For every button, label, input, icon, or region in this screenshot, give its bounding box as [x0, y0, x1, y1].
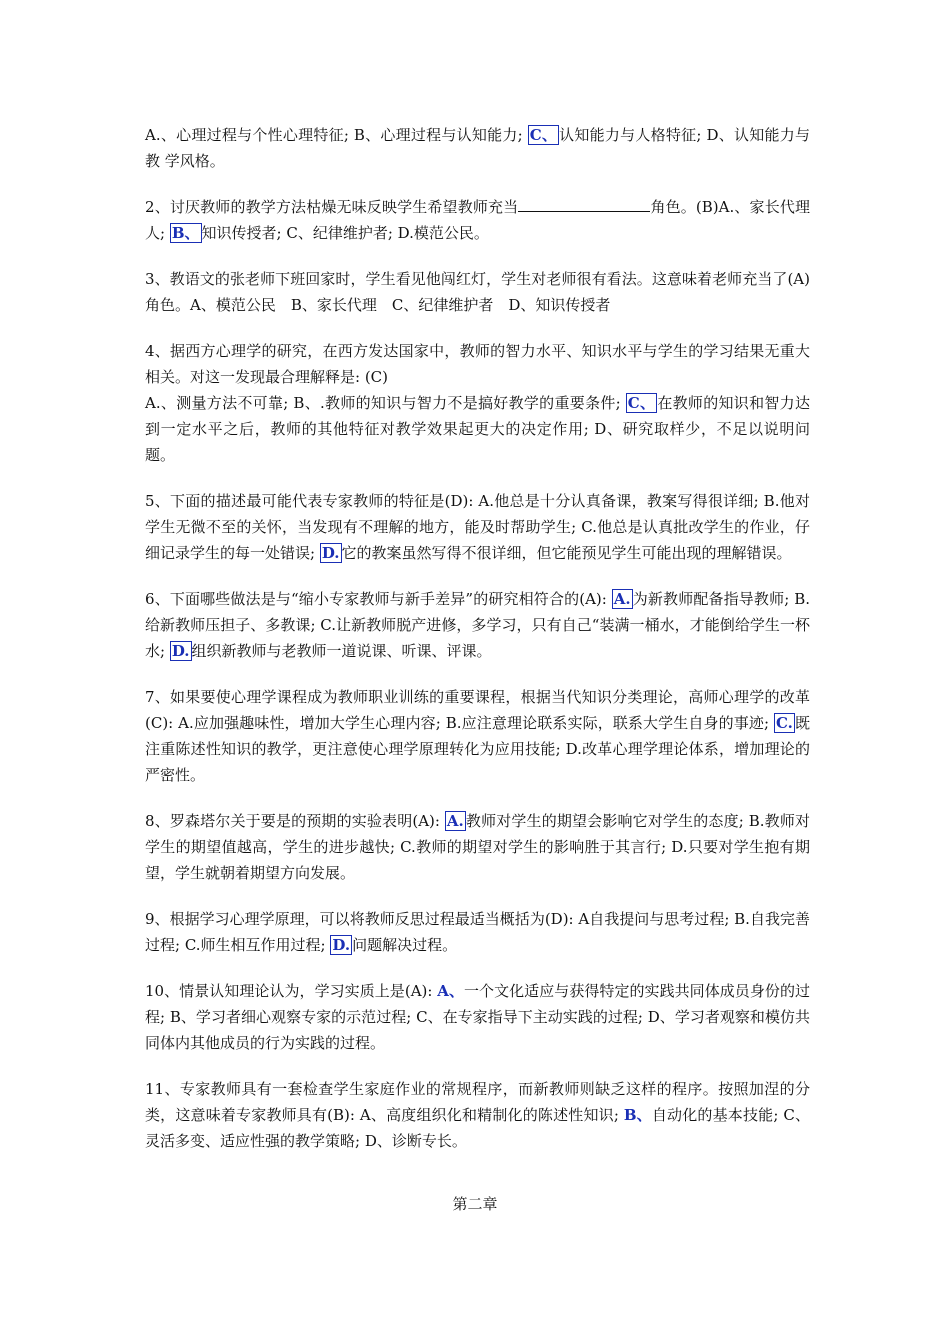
q11-text-b: 自动化的基本技能; C、灵活多变、适应性强的教学策略; D、诊断专长。 — [145, 1106, 810, 1150]
question-6 — [145, 586, 810, 664]
question-1 — [145, 122, 810, 174]
q1-text-b: 认知能力与人格特征; D、认知能力与教 学风格。 — [145, 126, 810, 170]
question-2 — [145, 194, 810, 246]
q11-text-a: 11、专家教师具有一套检查学生家庭作业的常规程序，而新教师则缺乏这样的程序。按照加涅的分类，这意味着专家教师具有(B): A、高度组织化和精制化的陈述性知识; — [145, 1080, 810, 1124]
q7-text-b: 既注重陈述性知识的教学，更注意使心理学原理转化为应用技能; D.改革心理学理论体系，增加理论的严密性。 — [145, 714, 810, 784]
q7-answer-mark: C. — [775, 714, 793, 732]
q5-text-a: 5、下面的描述最可能代表专家教师的特征是(D): A.他总是十分认真备课，教案写得很详细; B.他对学生无微不至的关怀，当发现有不理解的地方，能及时帮助学生; C.他总是认真批改学生的作业，仔细记录学生的每一处错误; — [145, 492, 810, 562]
question-list — [145, 122, 810, 1174]
q9-text-b: 问题解决过程。 — [352, 936, 458, 954]
question-5 — [145, 488, 810, 566]
q1-text-a: A.、心理过程与个性心理特征; B、心理过程与认知能力; — [145, 126, 528, 144]
q9-answer-mark: D. — [332, 936, 351, 954]
q10-text-b: 一个文化适应与获得特定的实践共同体成员身份的过程; B、学习者细心观察专家的示范过程; C、在专家指导下主动实践的过程; D、学习者观察和模仿共同体内其他成员的行为实践的过程。 — [145, 982, 810, 1052]
q10-text-a: 10、情景认知理论认为，学习实质上是(A): — [145, 982, 438, 1000]
q5-text-b: 它的教案虽然写得不很详细，但它能预见学生可能出现的理解错误。 — [341, 544, 792, 562]
question-8 — [145, 808, 810, 886]
q4-text-a: 4、据西方心理学的研究，在西方发达国家中，教师的智力水平、知识水平与学生的学习结果无重大相关。对这一发现最合理解释是: (C) — [145, 342, 810, 386]
q6-text-b: 为新教师配备指导教师; B.给新教师压担子、多教课; C.让新教师脱产进修，多学习，只有自己“装满一桶水，才能倒给学生一杯水; — [145, 590, 810, 660]
q6-text-a: 6、下面哪些做法是与“缩小专家教师与新手差异”的研究相符合的(A): — [145, 590, 612, 608]
q6-answer-mark-2: D. — [171, 642, 190, 660]
q4-answer-mark: C、 — [627, 394, 656, 412]
question-4 — [145, 338, 810, 468]
q4-text-c: 在教师的知识和智力达到一定水平之后，教师的其他特征对教学效果起更大的决定作用; D、研究取样少，不足以说明问题。 — [145, 394, 810, 464]
q9-text-a: 9、根据学习心理学原理，可以将教师反思过程最适当概括为(D): A自我提问与思考过程; B.自我完善过程; C.师生相互作用过程; — [145, 910, 810, 954]
question-11 — [145, 1076, 810, 1154]
question-9 — [145, 906, 810, 958]
question-3 — [145, 266, 810, 318]
q8-text-b: 教师对学生的期望会影响它对学生的态度; B.教师对学生的期望值越高，学生的进步越快; C.教师的期望对学生的影响胜于其言行; D.只要对学生抱有期望，学生就朝着期望方向发展。 — [145, 812, 810, 882]
q8-answer-mark: A. — [446, 812, 464, 830]
q3-text-a: 3、教语文的张老师下班回家时，学生看见他闯红灯，学生对老师很有看法。这意味着老师充当了(A)角色。A、模范公民 B、家长代理 C、纪律维护者 D、知识传授者 — [145, 270, 810, 314]
fill-blank — [518, 197, 650, 212]
q6-answer-mark-1: A. — [613, 590, 631, 608]
q6-text-c: 组织新教师与老教师一道说课、听课、评课。 — [191, 642, 492, 660]
q2-text-b: 角色。(B)A.、家长代理人; — [145, 198, 810, 242]
question-7 — [145, 684, 810, 788]
question-10 — [145, 978, 810, 1056]
q2-text-a: 2、讨厌教师的教学方法枯燥无味反映学生希望教师充当 — [145, 198, 519, 216]
q7-text-a: 7、如果要使心理学课程成为教师职业训练的重要课程，根据当代知识分类理论，高师心理学的改革(C): A.应加强趣味性，增加大学生心理内容; B.应注意理论联系实际，联系大学生自身的事迹; — [145, 688, 810, 732]
q5-answer-mark: D. — [321, 544, 340, 562]
q4-text-b: A.、测量方法不可靠; B、.教师的知识与智力不是搞好教学的重要条件; — [145, 394, 626, 412]
q2-text-c: 知识传授者; C、纪律维护者; D.模范公民。 — [201, 224, 489, 242]
q1-answer-mark: C、 — [529, 126, 558, 144]
q10-answer-mark: A、 — [437, 982, 464, 1000]
q8-text-a: 8、罗森塔尔关于要是的预期的实验表明(A): — [145, 812, 445, 830]
q2-answer-mark: B、 — [171, 224, 200, 242]
chapter-heading: 第二章 — [452, 1195, 498, 1213]
q11-answer-mark: B、 — [623, 1106, 652, 1124]
